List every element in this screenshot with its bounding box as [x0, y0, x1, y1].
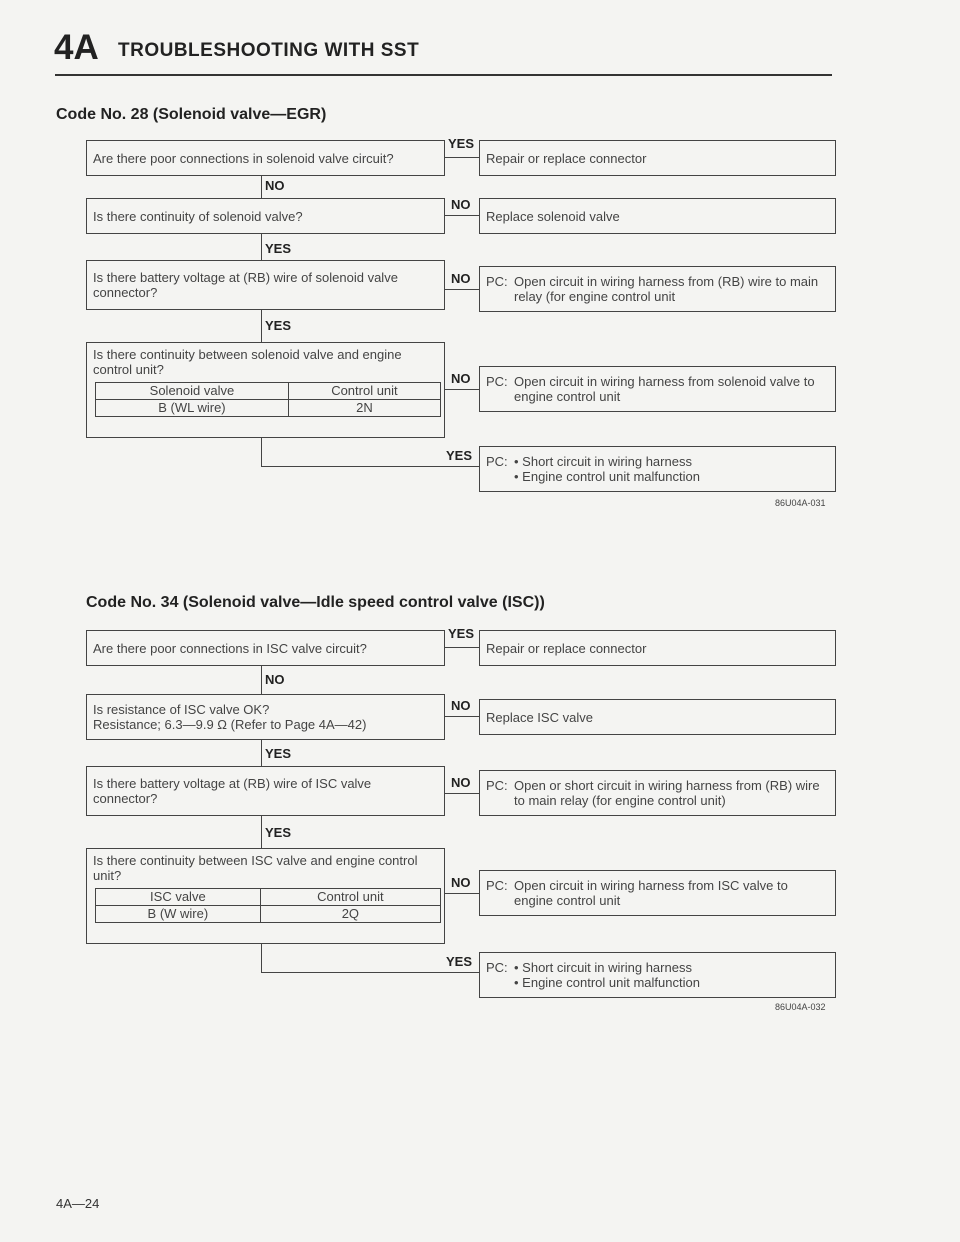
flow2-table-cell: B (W wire) — [96, 906, 261, 923]
flow1-label-1-no: NO — [265, 178, 285, 193]
flow2-question-3 — [86, 766, 445, 816]
flow2-answer-3-text: Open or short circuit in wiring harness from (RB) wire to main relay (for engine control unit) — [514, 778, 820, 808]
flow1-question-3 — [86, 260, 445, 310]
flow1-question-1-text: Are there poor connections in solenoid valve circuit? — [93, 150, 394, 166]
flow1-answer-3 — [479, 266, 836, 312]
flow1-label-2-no: NO — [451, 197, 471, 212]
flow2-question-3-text: Is there battery voltage at (RB) wire of ISC valve connector? — [93, 776, 372, 806]
page-title: TROUBLESHOOTING WITH SST — [118, 40, 420, 61]
flow2-answer-1-text: Repair or replace connector — [486, 640, 647, 656]
flow2-answer-5-prefix: PC: — [486, 960, 508, 975]
flow1-answer-2 — [479, 198, 836, 234]
flow2-connector-4-yes-down — [261, 944, 262, 972]
flow2-answer-5 — [479, 952, 836, 998]
flow2-connector-1-no — [261, 666, 262, 694]
flow1-connector-3-yes — [261, 310, 262, 342]
flow1-label-1-yes: YES — [448, 136, 475, 151]
flow1-connector-2-yes — [261, 234, 262, 260]
flow1-question-3-text: Is there battery voltage at (RB) wire of solenoid valve connector? — [93, 270, 398, 300]
flow1-label-4-yes: YES — [446, 448, 473, 463]
flow1-label-4-no: NO — [451, 371, 471, 386]
flow1-connector-4-yes-down — [261, 438, 262, 466]
flow1-table-cell: 2N — [288, 400, 440, 417]
flow2-question-4-text: Is there continuity between ISC valve and engine control unit? — [93, 853, 418, 883]
flow2-question-4 — [86, 848, 445, 944]
flow1-answer-4-text: Open circuit in wiring harness from solenoid valve to engine control unit — [514, 374, 815, 404]
flow1-label-3-no: NO — [451, 271, 471, 286]
flow2-label-3-yes: YES — [265, 825, 292, 840]
flow2-connector-1-yes — [445, 647, 479, 648]
flow2-table-header: ISC valve — [96, 889, 261, 906]
flow2-label-4-no: NO — [451, 875, 471, 890]
flow2-question-2 — [86, 694, 445, 740]
flow2-answer-4-prefix: PC: — [486, 878, 508, 893]
flow1-connector-3-no — [445, 289, 479, 290]
flow1-answer-5-prefix: PC: — [486, 454, 508, 469]
flow1-answer-2-text: Replace solenoid valve — [486, 208, 620, 224]
flow2-label-2-yes: YES — [265, 746, 292, 761]
flow1-question-4 — [86, 342, 445, 438]
flow2-table-header: Control unit — [260, 889, 440, 906]
flow1-connector-4-no — [445, 389, 479, 390]
flow2-question-1 — [86, 630, 445, 666]
flow2-answer-4-text: Open circuit in wiring harness from ISC valve to engine control unit — [514, 878, 788, 908]
flow1-question-4-text: Is there continuity between solenoid valve and engine control unit? — [93, 347, 402, 377]
flow1-answer-4-prefix: PC: — [486, 374, 508, 389]
header-rule — [55, 74, 832, 76]
flow1-question-2-text: Is there continuity of solenoid valve? — [93, 208, 303, 224]
flow2-answer-2-text: Replace ISC valve — [486, 709, 593, 725]
section-number: 4A — [54, 28, 99, 67]
flow2-connection-table — [95, 888, 441, 923]
flow2-connector-3-no — [445, 793, 479, 794]
page-number: 4A—24 — [56, 1196, 100, 1211]
flow1-figure-id: 86U04A-031 — [775, 498, 826, 508]
flow1-question-2 — [86, 198, 445, 234]
flow1-answer-5-line: • Short circuit in wiring harness — [514, 454, 692, 469]
flow2-answer-3 — [479, 770, 836, 816]
flow2-answer-4 — [479, 870, 836, 916]
flow1-answer-5 — [479, 446, 836, 492]
flow2-figure-id: 86U04A-032 — [775, 1002, 826, 1012]
flow2-label-1-no: NO — [265, 672, 285, 687]
flow1-heading: Code No. 28 (Solenoid valve—EGR) — [56, 106, 327, 123]
flow1-connector-1-yes — [445, 157, 479, 158]
flow2-connector-3-yes — [261, 816, 262, 848]
flow2-connector-2-no — [445, 716, 479, 717]
flow1-answer-3-text: Open circuit in wiring harness from (RB) wire to main relay (for engine control unit — [514, 274, 819, 304]
flow2-question-1-text: Are there poor connections in ISC valve circuit? — [93, 640, 367, 656]
flow1-answer-3-prefix: PC: — [486, 274, 508, 289]
flow2-label-1-yes: YES — [448, 626, 475, 641]
flow2-connector-2-yes — [261, 740, 262, 766]
flow1-connector-1-no — [261, 176, 262, 198]
flow1-table-header: Control unit — [288, 383, 440, 400]
flow2-answer-2 — [479, 699, 836, 735]
flow1-connector-2-no — [445, 215, 479, 216]
flow1-connection-table — [95, 382, 441, 417]
flow2-label-3-no: NO — [451, 775, 471, 790]
flow2-label-2-no: NO — [451, 698, 471, 713]
flow1-table-header: Solenoid valve — [96, 383, 289, 400]
flow2-question-2-line: Is resistance of ISC valve OK? — [93, 702, 270, 717]
flow1-label-3-yes: YES — [265, 318, 292, 333]
flow2-heading: Code No. 34 (Solenoid valve—Idle speed control valve (ISC)) — [86, 594, 545, 611]
flow2-answer-5-line: • Short circuit in wiring harness — [514, 960, 692, 975]
flow2-question-2-line: Resistance; 6.3—9.9 Ω (Refer to Page 4A—42) — [93, 717, 367, 732]
flow2-table-cell: 2Q — [260, 906, 440, 923]
flow1-answer-1 — [479, 140, 836, 176]
flow2-label-4-yes: YES — [446, 954, 473, 969]
flow1-answer-4 — [479, 366, 836, 412]
flow1-answer-1-text: Repair or replace connector — [486, 150, 647, 166]
flow2-connector-4-yes — [261, 972, 479, 973]
flow1-label-2-yes: YES — [265, 241, 292, 256]
flow1-connector-4-yes — [261, 466, 479, 467]
flow2-connector-4-no — [445, 893, 479, 894]
flow2-answer-1 — [479, 630, 836, 666]
flow2-answer-3-prefix: PC: — [486, 778, 508, 793]
flow1-table-cell: B (WL wire) — [96, 400, 289, 417]
flow1-answer-5-line: • Engine control unit malfunction — [514, 469, 700, 484]
flow1-question-1 — [86, 140, 445, 176]
flow2-answer-5-line: • Engine control unit malfunction — [514, 975, 700, 990]
